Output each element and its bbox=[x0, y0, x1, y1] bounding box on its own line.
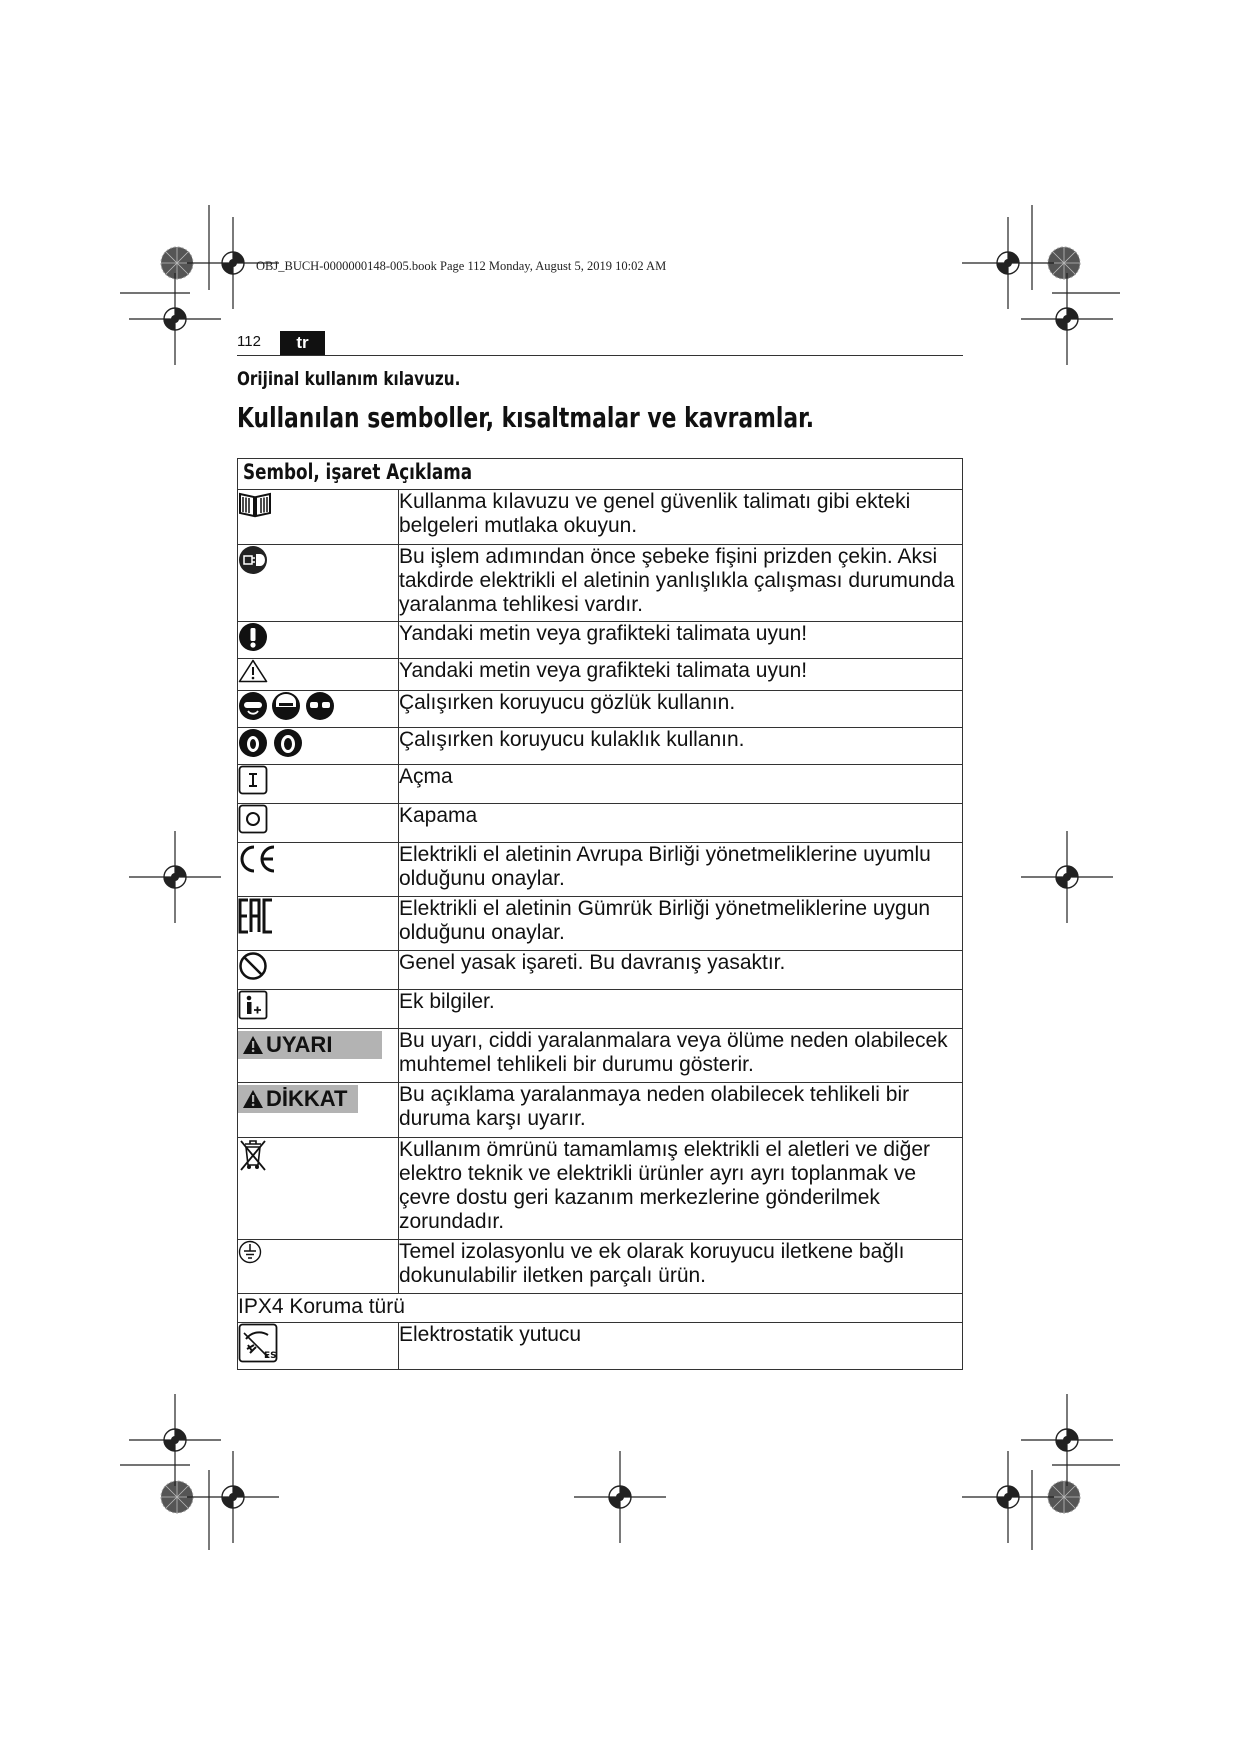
table-row bbox=[238, 691, 963, 728]
table-header-row bbox=[238, 459, 963, 490]
alert-triangle-icon bbox=[242, 1035, 264, 1055]
icon-cell bbox=[238, 691, 399, 728]
table-row bbox=[238, 490, 963, 545]
table-row bbox=[238, 765, 963, 804]
eye-protection-icons bbox=[238, 691, 338, 721]
icon-cell bbox=[238, 1029, 399, 1083]
protective-earth-icon bbox=[238, 1240, 262, 1264]
description-cell: Temel izolasyonlu ve ek olarak koruyucu iletkene bağlı dokunulabilir iletken parçalı ürün. bbox=[399, 1240, 963, 1294]
document-heading: Orijinal kullanım kılavuzu. bbox=[237, 368, 461, 390]
icon-cell bbox=[238, 1323, 399, 1370]
icon-cell bbox=[238, 490, 399, 545]
table-row bbox=[238, 1029, 963, 1083]
table-row bbox=[238, 1083, 963, 1138]
weee-bin-icon bbox=[238, 1138, 268, 1172]
description-cell: Kullanım ömrünü tamamlamış elektrikli el aletleri ve diğer elektro teknik ve elektrikli ürünler ayrı ayrı toplanmak ve çevre dostu geri kazanım merkezlerine gönderilmek zorundadır. bbox=[399, 1138, 963, 1240]
power-on-icon bbox=[238, 765, 268, 795]
icon-cell bbox=[238, 545, 399, 622]
icon-cell bbox=[238, 990, 399, 1029]
description-cell: Ek bilgiler. bbox=[399, 990, 963, 1029]
table-row bbox=[238, 545, 963, 622]
description-cell: Elektrikli el aletinin Avrupa Birliği yönetmeliklerine uyumlu olduğunu onaylar. bbox=[399, 843, 963, 897]
description-cell: Elektrostatik yutucu bbox=[399, 1323, 963, 1370]
description-cell: Çalışırken koruyucu kulaklık kullanın. bbox=[399, 728, 963, 765]
description-cell: Kapama bbox=[399, 804, 963, 843]
table-row bbox=[238, 843, 963, 897]
table-header: Sembol, işaret Açıklama bbox=[238, 459, 963, 490]
read-manual-icon bbox=[238, 490, 272, 518]
page-number: 112 bbox=[237, 333, 261, 350]
icon-cell bbox=[238, 804, 399, 843]
description-cell: Elektrikli el aletinin Gümrük Birliği yönetmeliklerine uygun olduğunu onaylar. bbox=[399, 897, 963, 951]
table-row bbox=[238, 804, 963, 843]
ear-protection-icons bbox=[238, 728, 308, 758]
table-row bbox=[238, 990, 963, 1029]
warning-label: UYARI bbox=[238, 1031, 382, 1059]
mandatory-exclamation-icon bbox=[238, 622, 268, 652]
info-plus-icon bbox=[238, 990, 268, 1020]
table-row bbox=[238, 1240, 963, 1294]
description-cell: Bu işlem adımından önce şebeke fişini prizden çekin. Aksi takdirde elektrikli el aletinin yanlışlıkla çalışması durumunda yaralanma tehlikesi vardır. bbox=[399, 545, 963, 622]
icon-cell bbox=[238, 1138, 399, 1240]
caution-label: DİKKAT bbox=[238, 1085, 358, 1113]
description-cell: Yandaki metin veya grafikteki talimata uyun! bbox=[399, 622, 963, 659]
description-cell: Açma bbox=[399, 765, 963, 804]
description-cell: Kullanma kılavuzu ve genel güvenlik talimatı gibi ekteki belgeleri mutlaka okuyun. bbox=[399, 490, 963, 545]
table-row bbox=[238, 951, 963, 990]
unplug-icon bbox=[238, 545, 268, 575]
prohibition-icon bbox=[238, 951, 268, 981]
section-heading: Kullanılan semboller, kısaltmalar ve kavramlar. bbox=[237, 401, 815, 434]
description-cell: Yandaki metin veya grafikteki talimata uyun! bbox=[399, 659, 963, 691]
description-cell: Bu açıklama yaralanmaya neden olabilecek tehlikeli bir duruma karşı uyarır. bbox=[399, 1083, 963, 1138]
table-row bbox=[238, 1138, 963, 1240]
table-row bbox=[238, 659, 963, 691]
description-cell: Bu uyarı, ciddi yaralanmalara veya ölüme neden olabilecek muhtemel tehlikeli bir durumu gösterir. bbox=[399, 1029, 963, 1083]
description-cell: Genel yasak işareti. Bu davranış yasaktır. bbox=[399, 951, 963, 990]
icon-cell bbox=[238, 897, 399, 951]
icon-cell bbox=[238, 622, 399, 659]
icon-cell bbox=[238, 843, 399, 897]
icon-cell bbox=[238, 1240, 399, 1294]
table-row bbox=[238, 622, 963, 659]
full-width-cell: IPX4 Koruma türü bbox=[238, 1294, 963, 1323]
eac-mark-icon bbox=[238, 897, 276, 935]
symbol-table bbox=[237, 458, 963, 1370]
warning-triangle-icon bbox=[238, 659, 268, 683]
svg-text:ES: ES bbox=[264, 1351, 277, 1361]
table-row bbox=[238, 897, 963, 951]
description-cell: Çalışırken koruyucu gözlük kullanın. bbox=[399, 691, 963, 728]
icon-cell bbox=[238, 728, 399, 765]
icon-cell bbox=[238, 1083, 399, 1138]
icon-cell bbox=[238, 765, 399, 804]
table-row bbox=[238, 1294, 963, 1323]
icon-cell bbox=[238, 951, 399, 990]
book-info-line: OBJ_BUCH-0000000148-005.book Page 112 Monday, August 5, 2019 10:02 AM bbox=[256, 259, 667, 273]
alert-triangle-icon bbox=[242, 1089, 264, 1109]
ce-mark-icon bbox=[238, 843, 278, 875]
icon-cell bbox=[238, 659, 399, 691]
table-row bbox=[238, 1323, 963, 1370]
header-rule bbox=[237, 355, 963, 356]
power-off-icon bbox=[238, 804, 268, 834]
language-tab: tr bbox=[280, 331, 325, 355]
esd-icon bbox=[238, 1323, 278, 1363]
table-row bbox=[238, 728, 963, 765]
